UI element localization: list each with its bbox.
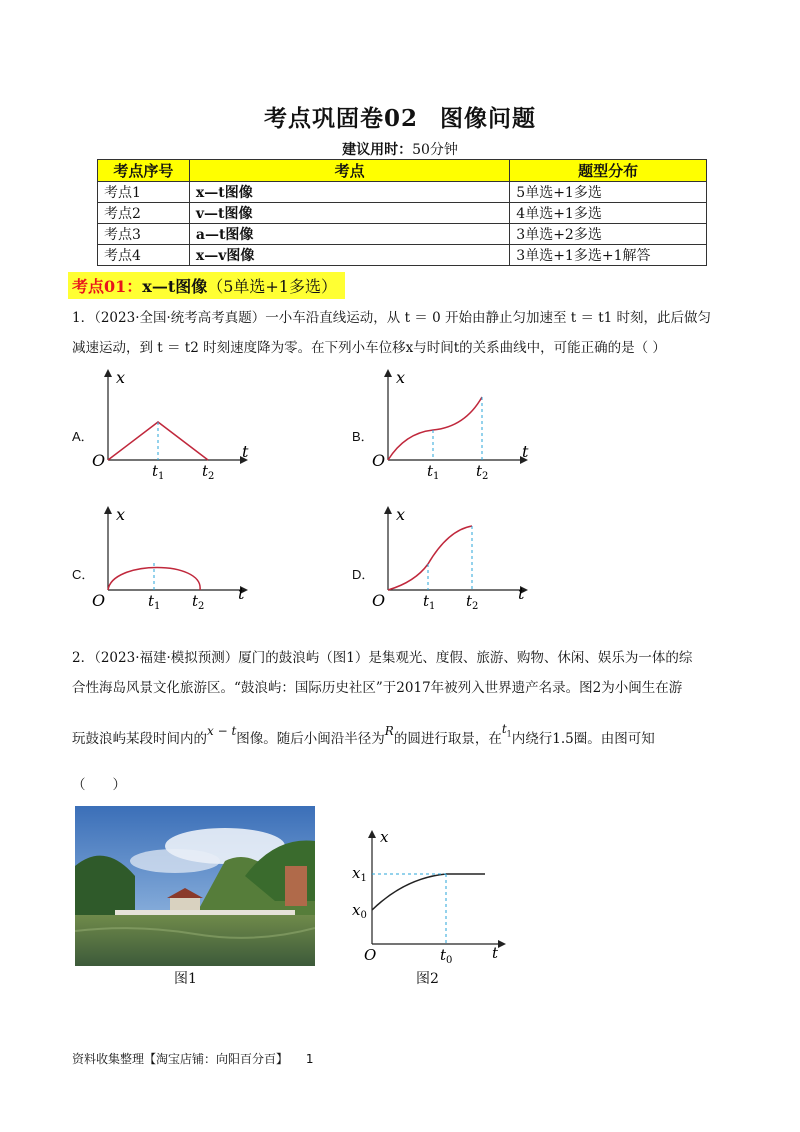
graph-b-x-arrow: [384, 369, 392, 377]
graph-a-t-label: t: [242, 442, 249, 461]
suggested-time-label: 建议用时：: [342, 142, 413, 158]
graph-b-t1-label: $t_1$: [427, 462, 440, 480]
graph-d-t1-label: $t_1$: [423, 592, 436, 612]
graph-b-origin: O: [372, 451, 386, 470]
title-sub: 图像问题: [440, 105, 536, 132]
fig2-t-label: t: [492, 944, 499, 962]
cell-dist: 3单选+1多选+1解答: [510, 245, 707, 266]
graph-c-t2-label: $t_2$: [192, 592, 205, 612]
cell-topic: a—t图像: [189, 224, 509, 245]
figure-1-caption: 图1: [174, 971, 197, 987]
cell-num: 考点4: [98, 245, 190, 266]
graph-b-curve: [388, 397, 482, 460]
question-2-line-2: 合性海岛风景文化旅游区。“鼓浪屿：国际历史社区”于2017年被列入世界遗产名录。图2为小闽生在游: [72, 680, 683, 696]
graph-a[interactable]: [90, 365, 260, 480]
cell-topic: x—t图像: [189, 182, 509, 203]
cell-dist: 4单选+1多选: [510, 203, 707, 224]
graph-c-t1-label: $t_1$: [148, 592, 161, 612]
question-2-line-1: 2．（2023·福建·模拟预测）厦门的鼓浪屿（图1）是集观光、度假、旅游、购物、休闲、娱乐为一体的综: [72, 650, 693, 666]
overview-table: [97, 159, 707, 266]
title-main: 考点巩固卷02: [263, 105, 418, 132]
fig2-origin: O: [364, 946, 377, 964]
graph-d-curve: [388, 526, 472, 590]
inline-t1: $t_1$: [501, 722, 512, 739]
option-d-label[interactable]: D．: [352, 567, 375, 582]
section-label: 考点01：: [72, 277, 143, 296]
fig2-x0-label: $x_0$: [352, 901, 367, 921]
header-topic: 考点: [189, 160, 509, 182]
graph-d-origin: O: [372, 591, 386, 610]
graph-b-t-label: t: [522, 442, 529, 461]
graph-d-t-label: t: [518, 584, 525, 603]
question-1-line-1: 1．（2023·全国·统考高考真题）一小车沿直线运动，从 t ＝ 0 开始由静止匀加速至 t ＝ t1 时刻，此后做匀: [72, 310, 712, 326]
table-row: [98, 182, 707, 203]
fig2-t0-label: $t_0$: [440, 946, 453, 966]
page-number: 1: [305, 1052, 314, 1066]
gulangyu-photo: [75, 806, 315, 966]
cell-topic: v—t图像: [189, 203, 509, 224]
graph-c-x-arrow: [104, 506, 112, 514]
graph-c[interactable]: [90, 502, 260, 617]
header-dist: 题型分布: [510, 160, 707, 182]
section-topic: x—t图像: [142, 277, 208, 296]
option-b-label[interactable]: B．: [352, 429, 374, 444]
table-row: [98, 245, 707, 266]
cell-num: 考点2: [98, 203, 190, 224]
cell-topic: x—v图像: [189, 245, 509, 266]
inline-x-t: x − t: [207, 724, 237, 738]
page-footer: [72, 1050, 313, 1067]
question-2: [72, 643, 732, 703]
cell-dist: 3单选+2多选: [510, 224, 707, 245]
fig2-x-arrow: [368, 830, 376, 838]
suggested-time: [0, 139, 800, 159]
figure-2-graph: [350, 826, 510, 966]
table-row: [98, 203, 707, 224]
graph-a-x-label: x: [116, 368, 126, 387]
inline-r: R: [384, 724, 394, 738]
graph-d-x-label: x: [396, 505, 406, 524]
graph-b-t2-label: $t_2$: [476, 462, 489, 480]
question-1: [72, 303, 732, 363]
fig2-x-label: x: [380, 828, 389, 846]
graph-a-x-arrow: [104, 369, 112, 377]
figure-2-caption: 图2: [416, 971, 439, 987]
table-row: [98, 224, 707, 245]
option-c-label[interactable]: C．: [72, 567, 95, 582]
fig2-curve: [372, 874, 446, 910]
option-a-label[interactable]: A．: [72, 429, 94, 444]
cell-dist: 5单选+1多选: [510, 182, 707, 203]
cell-num: 考点3: [98, 224, 190, 245]
graph-a-t2-label: $t_2$: [202, 462, 215, 480]
header-num: 考点序号: [98, 160, 190, 182]
section-dist: （5单选+1多选）: [207, 277, 337, 296]
cell-num: 考点1: [98, 182, 190, 203]
graph-d-x-arrow: [384, 506, 392, 514]
graph-a-origin: O: [92, 451, 106, 470]
graph-c-t-label: t: [238, 584, 245, 603]
fig2-t-arrow: [498, 940, 506, 948]
graph-c-origin: O: [92, 591, 106, 610]
question-1-line-2: 减速运动，到 t ＝ t2 时刻速度降为零。在下列小车位移x与时间t的关系曲线中，可能正确的是（ ）: [72, 340, 666, 356]
table-header-row: [98, 160, 707, 182]
graph-c-x-label: x: [116, 505, 126, 524]
graph-d[interactable]: [370, 502, 540, 617]
page-title: [0, 100, 800, 133]
fig2-x1-label: $x_1$: [352, 864, 367, 884]
suggested-time-value: 50分钟: [412, 142, 458, 158]
answer-blank: （ ）: [72, 777, 126, 793]
graph-d-t2-label: $t_2$: [466, 592, 479, 612]
question-2-line-3: 玩鼓浪屿某段时间内的x − t图像。随后小闽沿半径为R的圆进行取景，在$t_1$内绕行1.5圈。由图可知: [72, 722, 655, 747]
graph-a-t1-label: $t_1$: [152, 462, 165, 480]
graph-b[interactable]: [370, 365, 540, 480]
graph-b-x-label: x: [396, 368, 406, 387]
footer-text: 资料收集整理【淘宝店铺：向阳百分百】: [72, 1052, 289, 1066]
section-heading: [68, 272, 345, 299]
